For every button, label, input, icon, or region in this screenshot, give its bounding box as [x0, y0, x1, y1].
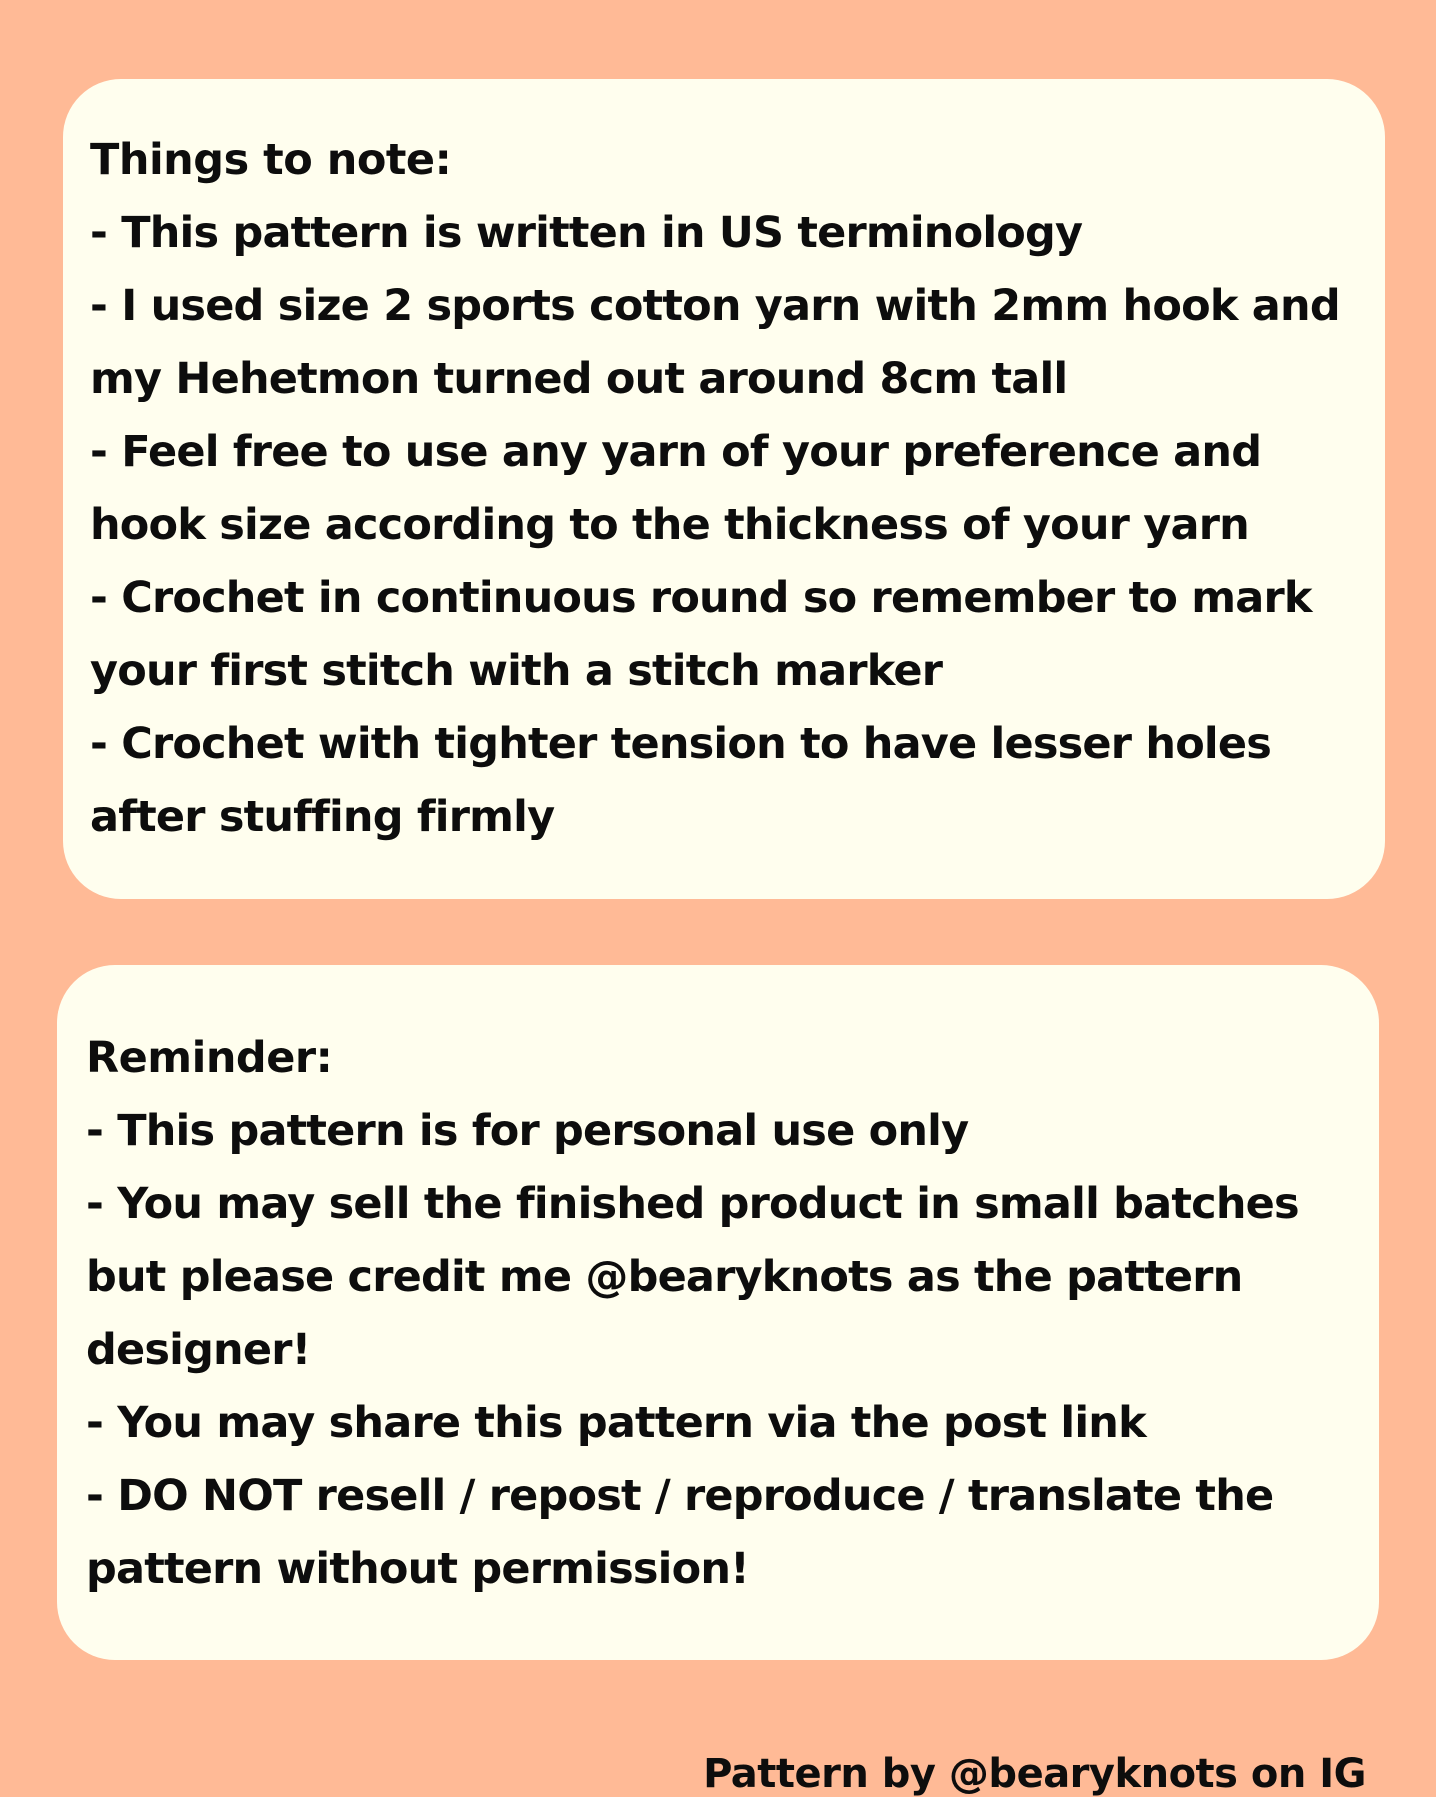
list-item: - I used size 2 sports cotton yarn with 2mm hook and my Hehetmon turned out around 8cm tall [90, 281, 1340, 404]
list-item: - This pattern is for personal use only [86, 1106, 969, 1156]
list-item: - DO NOT resell / repost / reproduce / translate the pattern without permission! [86, 1471, 1274, 1594]
reminder-list [86, 1095, 1359, 1606]
notes-list [90, 197, 1365, 854]
notes-title: Things to note: [90, 135, 452, 185]
footer-credit: Pattern by @bearyknots on IG [703, 1751, 1366, 1797]
reminder-title: Reminder: [86, 1033, 333, 1083]
reminder-card [57, 965, 1379, 1660]
list-item: - Crochet with tighter tension to have lesser holes after stuffing firmly [90, 719, 1272, 842]
list-item: - This pattern is written in US terminology [90, 208, 1083, 258]
list-item: - You may share this pattern via the post link [86, 1398, 1146, 1448]
list-item: - Feel free to use any yarn of your preference and hook size according to the thickness of your yarn [90, 427, 1262, 550]
list-item: - Crochet in continuous round so remember to mark your first stitch with a stitch marker [90, 573, 1312, 696]
list-item: - You may sell the finished product in small batches but please credit me @bearyknots as the pattern designer! [86, 1179, 1299, 1375]
notes-card [63, 79, 1385, 899]
